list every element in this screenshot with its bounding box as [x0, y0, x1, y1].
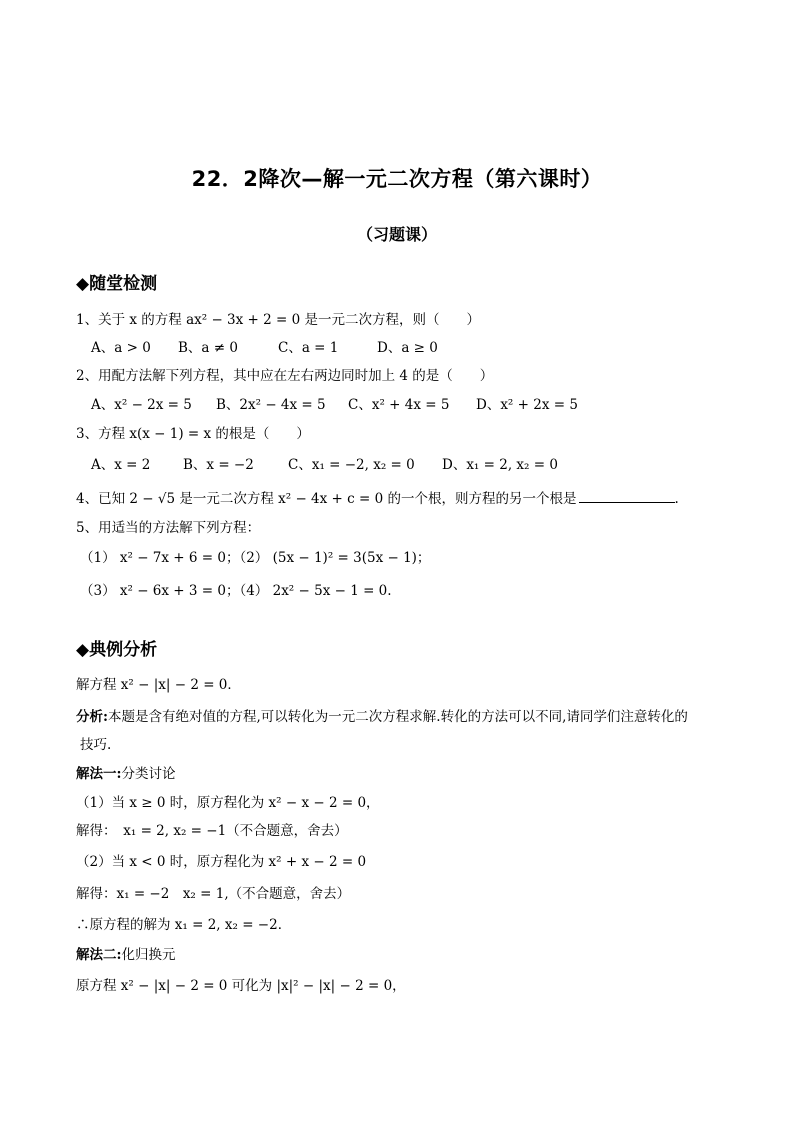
- question-4-text: 4、已知 2 − √5 是一元二次方程 x² − 4x + c = 0 的一个根，则方程的另一个根是: [76, 491, 577, 507]
- question-5: 5、用适当的方法解下列方程：: [76, 520, 261, 536]
- case-2-solution: 解得：x₁ = −2 x₂ = 1,（不合题意，舍去）: [76, 886, 351, 902]
- method1-label: 解法一:: [76, 766, 122, 782]
- method2-line: [76, 943, 175, 963]
- q2-option-d: D、x² + 2x = 5: [476, 397, 578, 413]
- q1-option-d: D、a ≥ 0: [377, 340, 438, 356]
- q3-option-d: D、x₁ = 2, x₂ = 0: [442, 457, 558, 473]
- q2-option-b: B、2x² − 4x = 5: [216, 397, 326, 413]
- q2-option-a: A、x² − 2x = 5: [91, 397, 192, 413]
- section-heading-examples: ◆典例分析: [76, 640, 158, 660]
- question-4-end: .: [674, 491, 679, 507]
- method2-label: 解法二:: [76, 947, 122, 963]
- method2-text: 化归换元: [121, 947, 176, 963]
- example-problem: 解方程 x² − |x| − 2 = 0．: [76, 677, 241, 693]
- q2-option-c: C、x² + 4x = 5: [348, 397, 450, 413]
- answer-blank[interactable]: [579, 488, 675, 503]
- q3-option-c: C、x₁ = −2, x₂ = 0: [288, 457, 415, 473]
- analysis-text: 本题是含有绝对值的方程,可以转化为一元二次方程求解.转化的方法可以不同,请同学们注意转化的: [107, 709, 688, 725]
- method1-line: [76, 762, 175, 782]
- q3-option-a: A、x = 2: [91, 457, 151, 473]
- question-2: 2、用配方法解下列方程，其中应在左右两边同时加上 4 的是（ ）: [76, 368, 494, 384]
- case-1-solution: 解得： x₁ = 2, x₂ = −1（不合题意，舍去）: [76, 823, 348, 839]
- page-subtitle: （习题课）: [356, 225, 437, 244]
- q1-option-a: A、a > 0: [91, 340, 151, 356]
- q3-option-b: B、x = −2: [183, 457, 254, 473]
- case-2: （2）当 x < 0 时，原方程化为 x² + x − 2 = 0: [76, 854, 367, 870]
- section-heading-practice: ◆随堂检测: [76, 274, 158, 294]
- analysis-label: 分析:: [76, 709, 108, 725]
- analysis-line-2: 技巧.: [80, 737, 112, 753]
- question-5-line-1: （1） x² − 7x + 6 = 0；（2） (5x − 1)² = 3(5x − 1)；: [80, 550, 431, 566]
- question-1: 1、关于 x 的方程 ax² − 3x + 2 = 0 是一元二次方程，则（ ）: [76, 312, 481, 328]
- case-1: （1）当 x ≥ 0 时，原方程化为 x² − x − 2 = 0，: [76, 795, 380, 811]
- q1-option-b: B、a ≠ 0: [178, 340, 238, 356]
- question-4: [76, 487, 679, 507]
- page-title: 22．2降次—解一元二次方程（第六课时）: [191, 167, 603, 191]
- analysis-line: [76, 705, 688, 725]
- method1-text: 分类讨论: [121, 766, 176, 782]
- question-3: 3、方程 x(x − 1) = x 的根是（ ）: [76, 426, 310, 442]
- question-5-line-2: （3） x² − 6x + 3 = 0；（4） 2x² − 5x − 1 = 0.: [80, 583, 392, 599]
- method2-equation: 原方程 x² − |x| − 2 = 0 可化为 |x|² − |x| − 2 = 0，: [76, 978, 406, 994]
- q1-option-c: C、a = 1: [278, 340, 339, 356]
- conclusion: ∴原方程的解为 x₁ = 2, x₂ = −2．: [76, 917, 292, 933]
